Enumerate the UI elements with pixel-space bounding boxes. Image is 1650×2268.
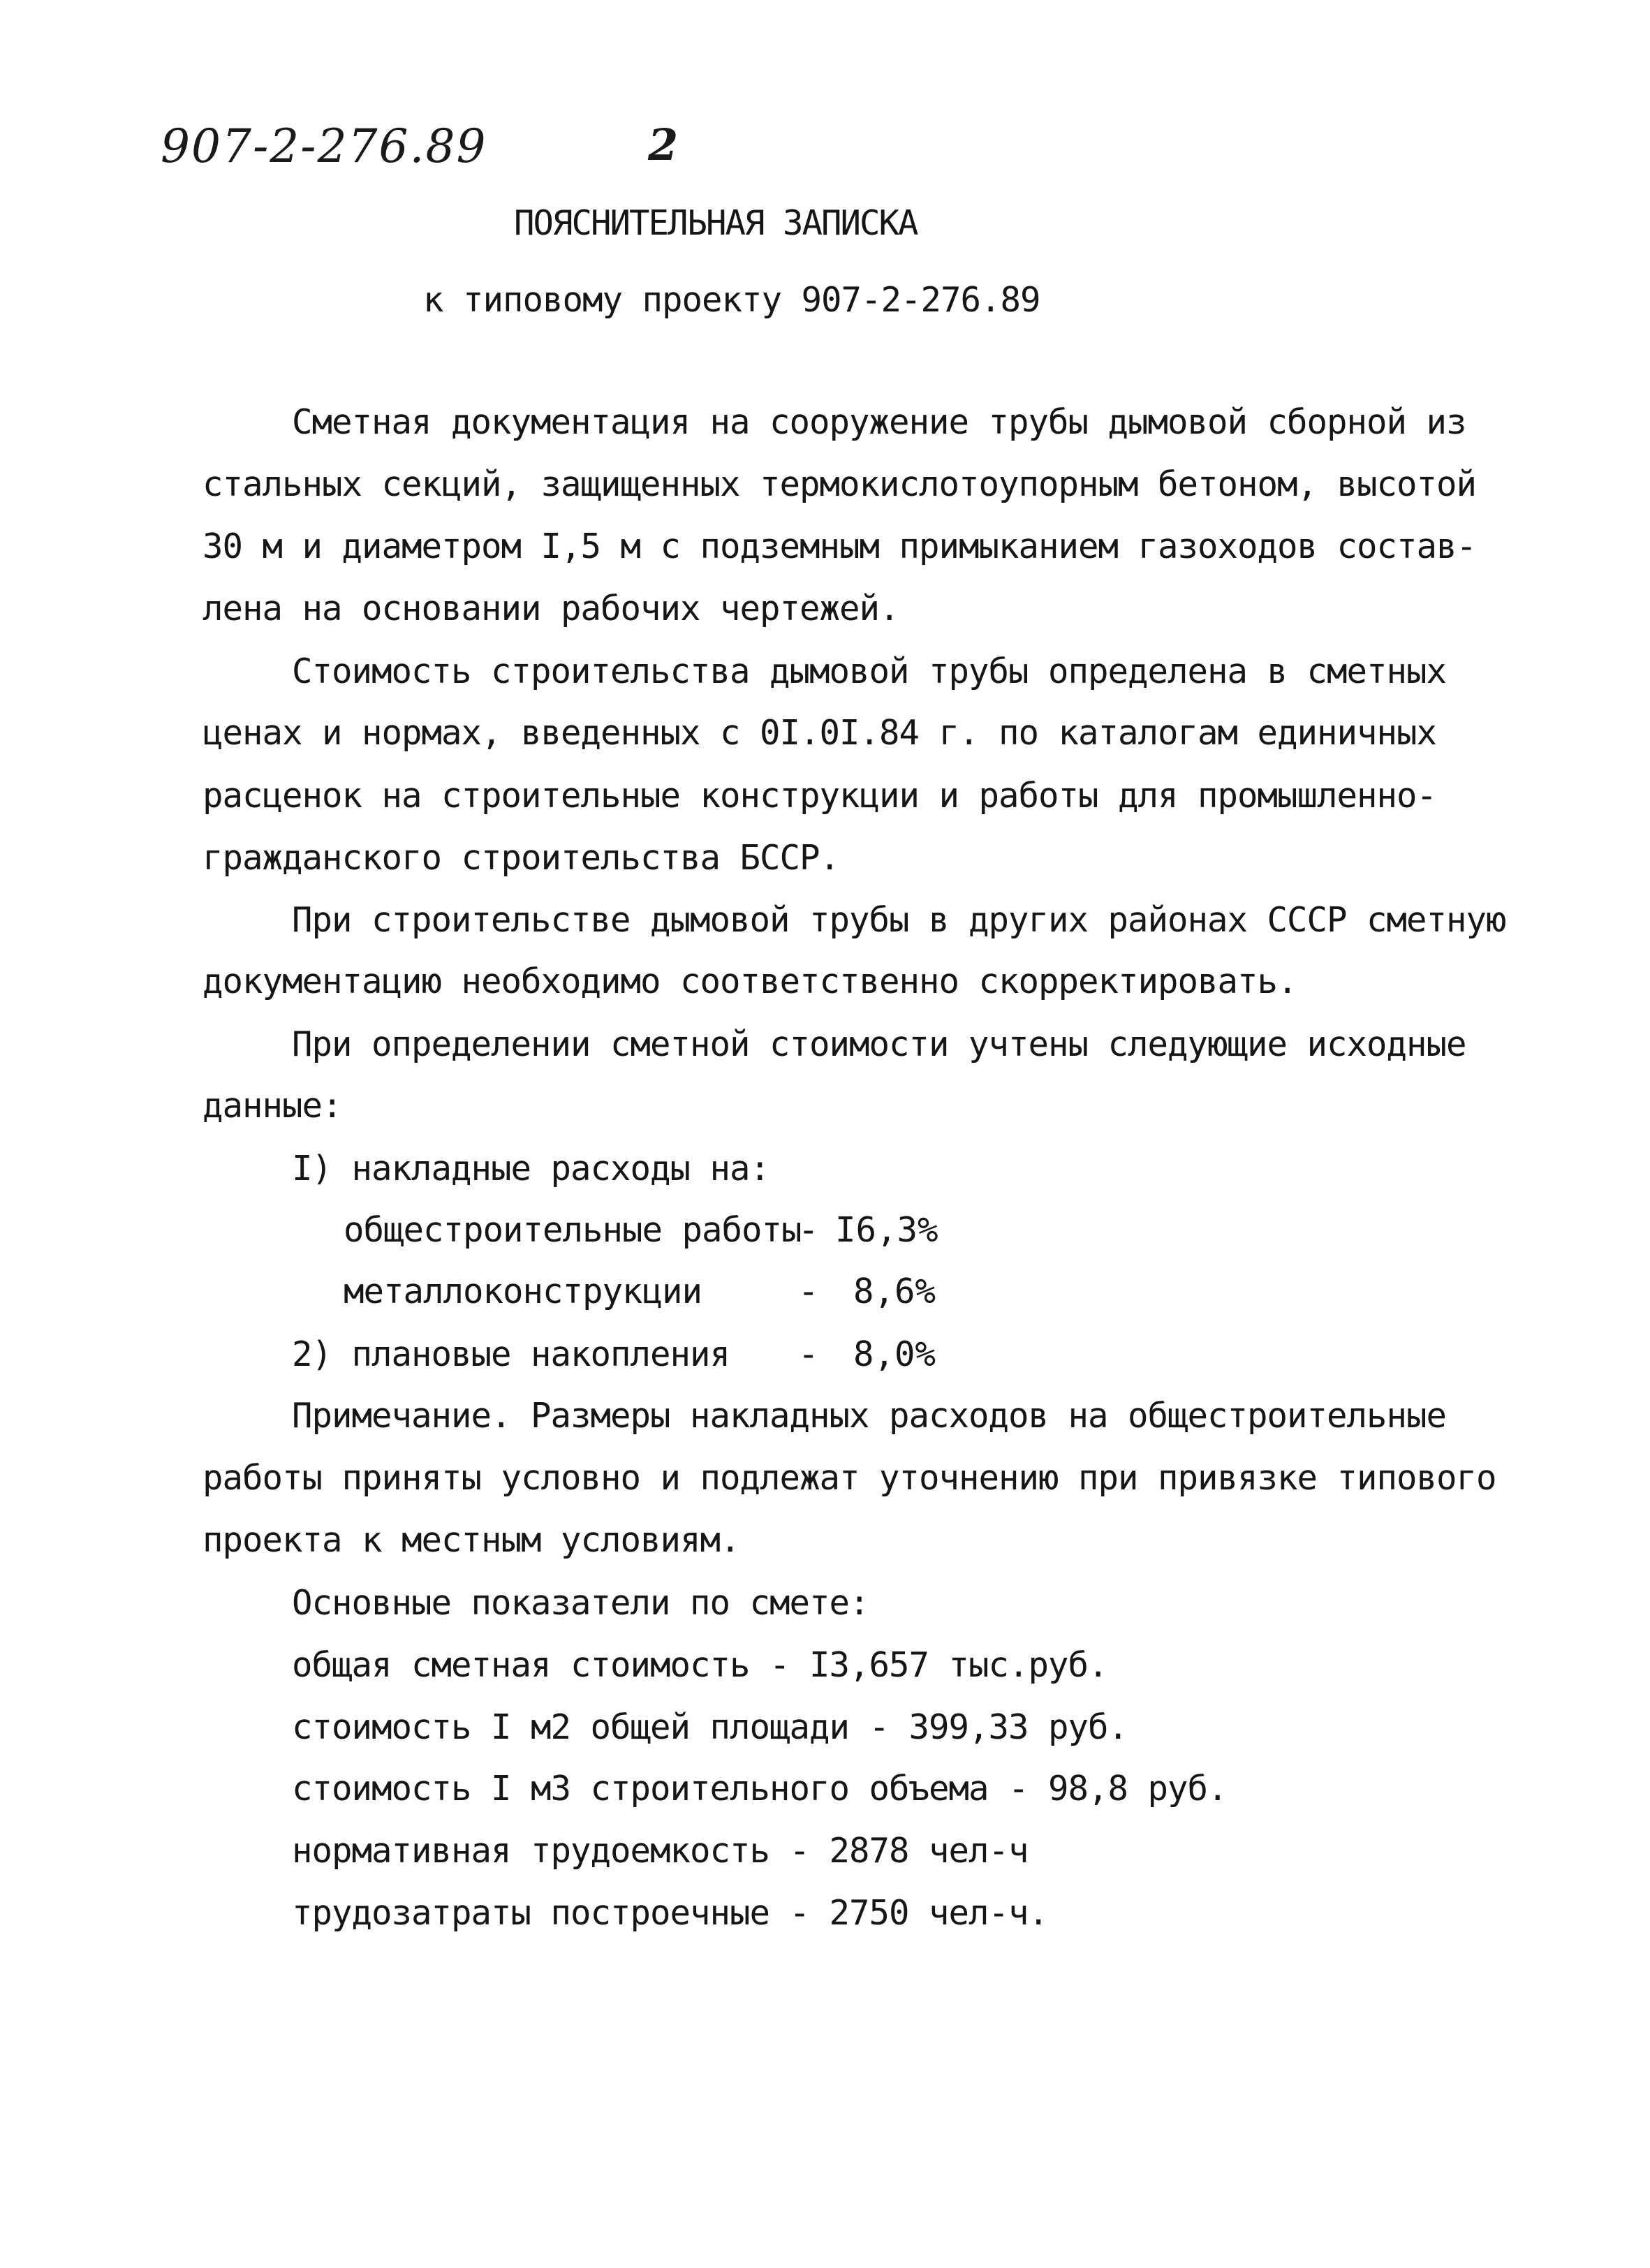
planned-savings-value: 8,0%	[853, 1334, 936, 1374]
overhead-item-dash: -	[798, 1272, 819, 1311]
overheads-heading: I) накладные расходы на:	[292, 1149, 770, 1188]
overhead-item-value: 8,6%	[853, 1272, 936, 1311]
paragraph-2-line-4: гражданского строительства БССР.	[202, 838, 840, 878]
indicator-item: стоимость I м2 общей площади - 399,33 руб.	[292, 1707, 1128, 1747]
paragraph-3-line-2: документацию необходимо соответственно скорректировать.	[202, 962, 1297, 1001]
paragraph-2-line-1: Стоимость строительства дымовой трубы определена в сметных	[292, 651, 1447, 691]
indicator-item: трудозатраты построечные - 2750 чел-ч.	[292, 1893, 1049, 1933]
overhead-item-label: металлоконструкции	[344, 1272, 702, 1311]
note-line-2: работы приняты условно и подлежат уточнению при привязке типового	[202, 1458, 1496, 1498]
indicator-item: нормативная трудоемкость - 2878 чел-ч	[292, 1831, 1029, 1871]
paragraph-1-line-2: стальных секций, защищенных термокислотоупорным бетоном, высотой	[202, 464, 1477, 504]
page-number: 2	[648, 119, 679, 170]
planned-savings-label: 2) плановые накопления	[292, 1334, 730, 1374]
paragraph-4-line-2: данные:	[202, 1086, 342, 1126]
note-line-1: Примечание. Размеры накладных расходов на общестроительные	[292, 1396, 1447, 1436]
overhead-item-value: I6,3%	[835, 1210, 938, 1250]
indicators-heading: Основные показатели по смете:	[292, 1583, 869, 1623]
note-line-3: проекта к местным условиям.	[202, 1520, 740, 1560]
overhead-item-label: общестроительные работы	[344, 1210, 802, 1250]
page-subtitle: к типовому проекту 907-2-276.89	[423, 280, 1040, 320]
page-title: ПОЯСНИТЕЛЬНАЯ ЗАПИСКА	[514, 203, 918, 243]
indicator-item: стоимость I м3 строительного объема - 98,8 руб.	[292, 1769, 1228, 1809]
paragraph-1-line-1: Сметная документация на сооружение трубы дымовой сборной из	[292, 402, 1466, 442]
paragraph-2-line-3: расценок на строительные конструкции и работы для промышленно-	[202, 776, 1437, 816]
paragraph-3-line-1: При строительстве дымовой трубы в других районах СССР сметную	[292, 900, 1506, 940]
paragraph-1-line-3: 30 м и диаметром I,5 м с подземным примыканием газоходов состав-	[202, 526, 1477, 566]
document-code: 907-2-276.89	[161, 119, 487, 173]
indicator-item: общая сметная стоимость - I3,657 тыс.руб.	[292, 1645, 1108, 1685]
paragraph-2-line-2: ценах и нормах, введенных с 0I.0I.84 г. по каталогам единичных	[202, 713, 1437, 753]
paragraph-1-line-4: лена на основании рабочих чертежей.	[202, 589, 899, 628]
overhead-item-dash: -	[798, 1210, 819, 1250]
planned-savings-dash: -	[798, 1334, 819, 1374]
paragraph-4-line-1: При определении сметной стоимости учтены следующие исходные	[292, 1024, 1466, 1064]
